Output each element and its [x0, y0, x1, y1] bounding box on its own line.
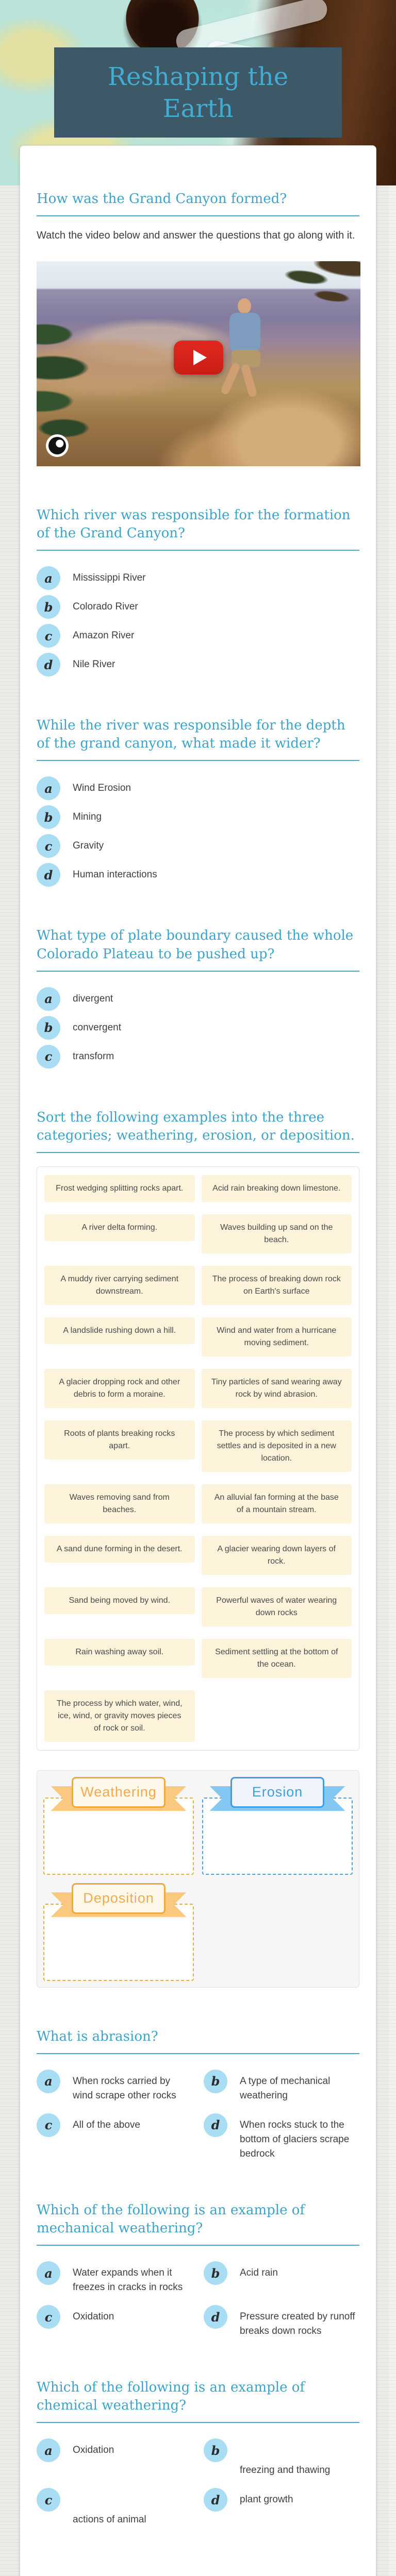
option-c[interactable]	[37, 834, 359, 858]
option-label: freezing and thawing	[240, 2465, 331, 2476]
sort-card[interactable]: Roots of plants breaking rocks apart.	[44, 1420, 195, 1460]
option-a[interactable]	[37, 2261, 192, 2295]
option-b[interactable]	[204, 2070, 359, 2103]
section-underline	[37, 2245, 359, 2246]
option-letter-badge[interactable]: c	[37, 834, 60, 858]
section-underline	[37, 2422, 359, 2423]
section-question-wider	[37, 717, 359, 887]
sort-card[interactable]: The process by which sediment settles and is deposited in a new location.	[202, 1420, 352, 1472]
question-heading: Which of the following is an example of mechanical weathering?	[37, 2202, 305, 2236]
section-underline	[37, 1152, 359, 1153]
option-label: When rocks stuck to the bottom of glaciers scrape bedrock	[240, 2119, 350, 2159]
sort-card[interactable]: Sediment settling at the bottom of the ocean.	[202, 1639, 352, 1678]
option-letter-badge[interactable]: d	[204, 2113, 227, 2137]
weathering-label: Weathering	[72, 1777, 165, 1808]
section-underline	[37, 971, 359, 972]
option-letter-badge[interactable]: c	[37, 2488, 60, 2512]
option-label: transform	[73, 1050, 114, 1062]
options-list	[37, 987, 359, 1069]
option-b[interactable]	[37, 1016, 359, 1040]
presenter-figure	[218, 298, 275, 412]
option-a[interactable]	[37, 776, 359, 800]
erosion-ribbon	[202, 1777, 353, 1811]
sort-card[interactable]: Acid rain breaking down limestone.	[202, 1175, 352, 1202]
option-label: When rocks carried by wind scrape other rocks	[73, 2075, 176, 2101]
section-question-plate	[37, 927, 359, 1068]
tree-branch	[274, 261, 360, 320]
deposition-ribbon	[43, 1883, 194, 1917]
option-label: Water expands when it freezes in cracks in rocks	[73, 2267, 183, 2293]
option-letter-badge[interactable]: a	[37, 2070, 60, 2093]
video-thumbnail[interactable]	[37, 261, 360, 466]
sort-card[interactable]: A glacier dropping rock and other debris to form a moraine.	[44, 1369, 195, 1408]
sort-card-bank	[37, 1166, 359, 1751]
section-intro	[37, 190, 359, 466]
tree-foliage	[37, 308, 98, 442]
option-label: Wind Erosion	[73, 783, 131, 794]
option-letter-badge[interactable]: d	[37, 653, 60, 676]
sort-card[interactable]: A river delta forming.	[44, 1214, 195, 1241]
section-heading: How was the Grand Canyon formed?	[37, 191, 287, 207]
section-underline	[37, 760, 359, 761]
option-label: convergent	[73, 1022, 122, 1033]
options-list	[37, 566, 359, 676]
sort-card[interactable]: The process by which water, wind, ice, wind, or gravity moves pieces of rock or soil.	[44, 1690, 195, 1742]
option-a[interactable]	[37, 566, 359, 590]
section-question-chemical	[37, 2379, 359, 2527]
options-list	[37, 776, 359, 887]
sort-card[interactable]: Rain washing away soil.	[44, 1639, 195, 1666]
section-question-river	[37, 506, 359, 676]
option-b[interactable]	[204, 2261, 359, 2295]
drop-zone-weathering	[43, 1777, 194, 1875]
option-d[interactable]	[37, 863, 359, 887]
option-d[interactable]	[204, 2305, 359, 2338]
sort-card[interactable]: The process of breaking down rock on Earth's surface	[202, 1266, 352, 1305]
option-c[interactable]	[37, 2113, 192, 2161]
option-letter-badge[interactable]: a	[37, 2261, 60, 2285]
option-d[interactable]	[204, 2488, 359, 2527]
section-underline	[37, 550, 359, 551]
sort-card[interactable]: A sand dune forming in the desert.	[44, 1536, 195, 1563]
option-b[interactable]	[204, 2438, 359, 2478]
option-letter-badge[interactable]: d	[204, 2488, 227, 2512]
sort-card[interactable]: A landslide rushing down a hill.	[44, 1317, 195, 1344]
erosion-label: Erosion	[230, 1777, 324, 1808]
option-letter-badge[interactable]: d	[37, 863, 60, 887]
drop-zone-deposition	[43, 1883, 194, 1981]
option-d[interactable]	[37, 653, 359, 676]
question-heading: Which of the following is an example of chemical weathering?	[37, 2380, 305, 2414]
option-c[interactable]	[37, 2305, 192, 2338]
option-letter-badge[interactable]: b	[204, 2438, 227, 2462]
intro-instructions: Watch the video below and answer the questions that go along with it.	[37, 230, 355, 242]
option-letter-badge[interactable]: b	[37, 805, 60, 829]
sort-card[interactable]: Tiny particles of sand wearing away rock by wind abrasion.	[202, 1369, 352, 1408]
option-label: Acid rain	[240, 2267, 278, 2279]
sort-card[interactable]: An alluvial fan forming at the base of a mountain stream.	[202, 1484, 352, 1523]
option-label: Amazon River	[73, 630, 135, 641]
worksheet-title-line1: Reshaping the	[107, 62, 289, 91]
sort-drop-area	[37, 1770, 359, 1988]
sort-card[interactable]: Powerful waves of water wearing down rocks	[202, 1587, 352, 1626]
weathering-ribbon	[43, 1777, 194, 1811]
option-c[interactable]	[37, 624, 359, 648]
option-label: Human interactions	[73, 869, 157, 880]
section-sort	[37, 1109, 359, 1988]
option-label: Pressure created by runoff breaks down rocks	[240, 2311, 355, 2337]
question-heading: What type of plate boundary caused the whole Colorado Plateau to be pushed up?	[37, 928, 354, 962]
play-triangle-icon	[193, 350, 207, 365]
sort-card[interactable]: Wind and water from a hurricane moving sediment.	[202, 1317, 352, 1357]
worksheet-title-line2: Earth	[162, 94, 234, 123]
option-label: Oxidation	[73, 2445, 114, 2456]
option-letter-badge[interactable]: a	[37, 2438, 60, 2462]
option-letter-badge[interactable]: a	[37, 566, 60, 590]
section-underline	[37, 2053, 359, 2054]
deposition-label: Deposition	[72, 1883, 165, 1914]
pbs-logo-icon	[46, 434, 69, 457]
worksheet-card	[20, 145, 376, 2576]
option-letter-badge[interactable]: b	[204, 2070, 227, 2093]
option-label: Gravity	[73, 840, 104, 852]
option-label: Colorado River	[73, 601, 138, 613]
option-label: Oxidation	[73, 2311, 114, 2323]
option-letter-badge[interactable]: d	[204, 2305, 227, 2329]
question-heading: While the river was responsible for the depth of the grand canyon, what made it wider?	[37, 718, 345, 752]
option-c[interactable]	[37, 2488, 192, 2527]
option-letter-badge[interactable]: c	[37, 2305, 60, 2329]
option-b[interactable]	[37, 805, 359, 829]
option-a[interactable]	[37, 2070, 192, 2103]
sort-card[interactable]: Frost wedging splitting rocks apart.	[44, 1175, 195, 1202]
option-label: Mississippi River	[73, 572, 146, 584]
option-label: actions of animal	[73, 2514, 146, 2526]
question-heading: What is abrasion?	[37, 2028, 158, 2044]
option-label: Nile River	[73, 659, 116, 670]
option-label: A type of mechanical weathering	[240, 2075, 331, 2101]
sort-card[interactable]: Waves removing sand from beaches.	[44, 1484, 195, 1523]
options-grid	[37, 2438, 359, 2527]
option-letter-badge[interactable]: b	[204, 2261, 227, 2285]
option-letter-badge[interactable]: a	[37, 776, 60, 800]
option-b[interactable]	[37, 595, 359, 619]
option-a[interactable]	[37, 2438, 192, 2478]
option-label: plant growth	[240, 2494, 293, 2505]
youtube-play-icon[interactable]	[174, 341, 223, 375]
option-d[interactable]	[204, 2113, 359, 2161]
option-letter-badge[interactable]: c	[37, 1045, 60, 1069]
sort-card[interactable]: Waves building up sand on the beach.	[202, 1214, 352, 1253]
drop-zone-erosion	[202, 1777, 353, 1875]
option-label: All of the above	[73, 2119, 140, 2130]
sort-card[interactable]: Sand being moved by wind.	[44, 1587, 195, 1614]
option-letter-badge[interactable]: c	[37, 2113, 60, 2137]
options-grid	[37, 2070, 359, 2161]
option-letter-badge[interactable]: b	[37, 1016, 60, 1040]
section-question-mechanical	[37, 2201, 359, 2338]
sort-card[interactable]: A muddy river carrying sediment downstream.	[44, 1266, 195, 1305]
sort-card[interactable]: A glacier wearing down layers of rock.	[202, 1536, 352, 1575]
option-letter-badge[interactable]: a	[37, 987, 60, 1011]
option-letter-badge[interactable]: b	[37, 595, 60, 619]
section-question-abrasion	[37, 2028, 359, 2161]
section-underline	[37, 215, 359, 216]
question-heading: Sort the following examples into the three categories; weathering, erosion, or deposition.	[37, 1109, 355, 1143]
option-label: divergent	[73, 993, 113, 1004]
options-grid	[37, 2261, 359, 2338]
option-c[interactable]	[37, 1045, 359, 1069]
pbs-face-glyph	[48, 437, 66, 454]
question-heading: Which river was responsible for the formation of the Grand Canyon?	[37, 507, 351, 541]
option-label: Mining	[73, 811, 102, 823]
option-letter-badge[interactable]: c	[37, 624, 60, 648]
option-a[interactable]	[37, 987, 359, 1011]
worksheet-title-box	[54, 47, 342, 138]
